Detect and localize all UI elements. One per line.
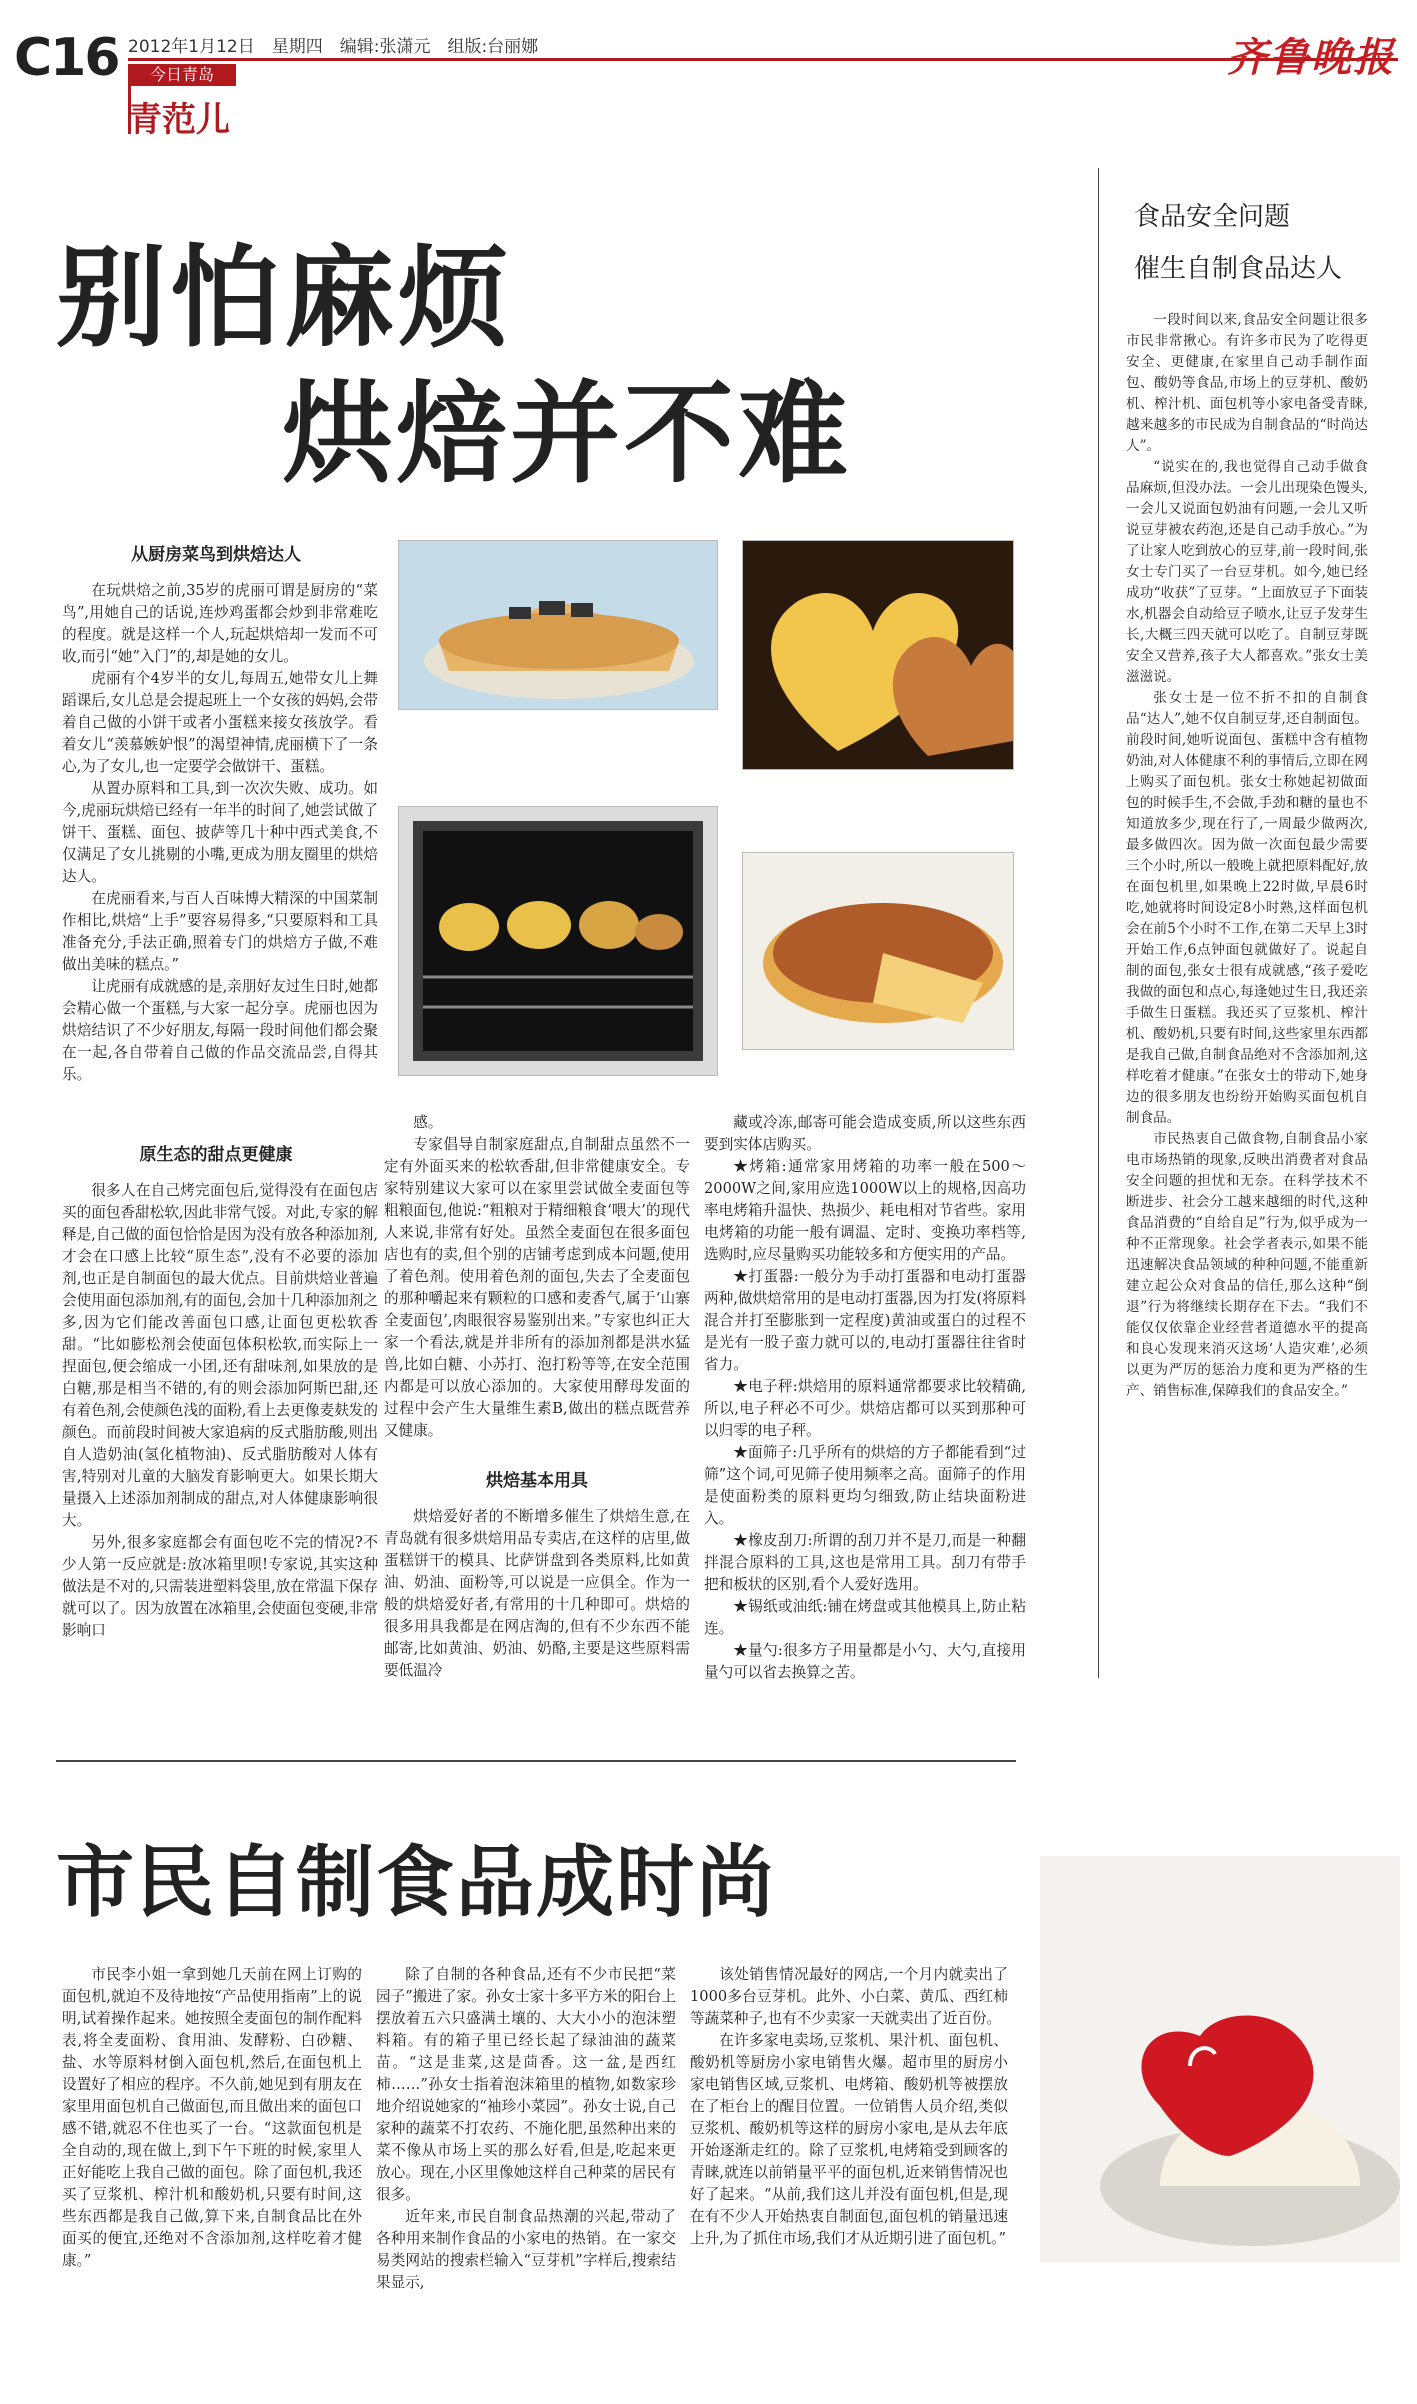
headline-line2: 烘焙并不难 — [282, 370, 852, 498]
paragraph: 虎丽有个4岁半的女儿,每周五,她带女儿上舞蹈课后,女儿总是会提起班上一个女孩的妈妈,会带着自己做的小饼干或者小蛋糕来接女孩放学。看着女儿“羡慕嫉妒恨”的渴望神情,虎丽横下了一条心,为了女儿,也一定要学会做饼干、蛋糕。 — [62, 670, 378, 775]
paragraph: ★电子秤:烘焙用的原料通常都要求比较精确,所以,电子秤必不可少。烘焙店都可以买到那种可以归零的电子秤。 — [704, 1378, 1026, 1439]
article2-col3 — [690, 1964, 1008, 2384]
photo-cake-mold — [398, 540, 718, 710]
photo-cheesecake — [742, 852, 1014, 1050]
paragraph: “说实在的,我也觉得自己动手做食品麻烦,但没办法。一会儿出现染色馒头,一会儿又说面包奶油有问题,一会儿又听说豆芽被农药泡,还是自己动手放心。”为了让家人吃到放心的豆芽,前一段时间,张女士专门买了一台豆芽机。如今,她已经成功“收获”了豆芽。“上面放豆子下面装水,机器会自动给豆子喷水,让豆子发芽生长,大概三四天就可以吃了。自制豆芽既安全又营养,孩子大人都喜欢。”张女士美滋滋说。 — [1126, 459, 1368, 685]
newspaper-logo: 齐鲁晚报 — [1227, 34, 1395, 81]
paragraph: 在许多家电卖场,豆浆机、果汁机、面包机、酸奶机等厨房小家电销售火爆。超市里的厨房小家电销售区域,豆浆机、电烤箱、酸奶机等被摆放在了柜台上的醒目位置。一位销售人员介绍,类似豆浆机、酸奶机等这样的厨房小家电,是从去年底开始逐渐走红的。除了豆浆机,电烤箱受到顾客的青睐,就连以前销量平平的面包机,近来销售情况也好了起来。“从前,我们这儿并没有面包机,但是,现在有不少人开始热衷自制面包,面包机的销量迅速上升,为了抓住市场,我们才从近期引进了面包机。” — [690, 2032, 1008, 2247]
paragraph: 在虎丽看来,与百人百味博大精深的中国菜制作相比,烘焙“上手”要容易得多,“只要原料和工具准备充分,手法正确,照着专门的烘焙方子做,不难做出美味的糕点。” — [62, 890, 378, 973]
photo-heart-cookies — [742, 540, 1014, 770]
section-badge: 今日青岛 — [128, 64, 236, 86]
article2-col1 — [62, 1964, 362, 2384]
paragraph: 在玩烘焙之前,35岁的虎丽可谓是厨房的“菜鸟”,用她自己的话说,连炒鸡蛋都会炒到非常难吃的程度。就是这样一个人,玩起烘焙却一发而不可收,而引“她”入门”的,却是她的女儿。 — [62, 582, 378, 665]
article1-col3 — [704, 1112, 1026, 1702]
paragraph: 近年来,市民自制食品热潮的兴起,带动了各种用来制作食品的小家电的热销。在一家交易类网站的搜索栏输入“豆芽机”字样后,搜索结果显示, — [376, 2208, 676, 2291]
paragraph: 张女士是一位不折不扣的自制食品“达人”,她不仅自制豆芽,还自制面包。前段时间,她听说面包、蛋糕中含有植物奶油,对人体健康不利的事情后,立即在网上购买了面包机。张女士称她起初做面包的时候手生,不会做,手劲和糖的量也不知道放多少,现在行了,一周最少做两次,最多做四次。因为做一次面包最少需要三个小时,所以一般晚上就把原料配好,放在面包机里,如果晚上22时做,早晨6时吃,她就将时间设定8小时熟,这样面包机会在前5个小时不工作,在第二天早上3时开始工作,6点钟面包就做好了。说起自制的面包,张女士很有成就感,“孩子爱吃我做的面包和点心,每逢她过生日,我还亲手做生日蛋糕。我还买了豆浆机、榨汁机、酸奶机,只要有时间,这些家里东西都是我自己做,自制食品绝对不含添加剂,这样吃着才健康。”在张女士的带动下,她身边的很多朋友也纷纷开始购买面包机自制食品。 — [1126, 690, 1368, 1126]
photo-oven — [398, 806, 718, 1076]
paragraph: 藏或冷冻,邮寄可能会造成变质,所以这些东西要到实体店购买。 — [704, 1114, 1026, 1153]
paragraph: 烘焙爱好者的不断增多催生了烘焙生意,在青岛就有很多烘焙用品专卖店,在这样的店里,做蛋糕饼干的模具、比萨饼盘到各类原料,比如黄油、奶油、面粉等,可以说是一应俱全。作为一般的烘焙爱好者,有常用的十几种即可。烘焙的很多用具我都是在网店淘的,但有不少东西不能邮寄,比如黄油、奶油、奶酪,主要是这些原料需要低温冷 — [384, 1508, 690, 1679]
paragraph: 很多人在自己烤完面包后,觉得没有在面包店买的面包香甜松软,因此非常气馁。对此,专家的解释是,自己做的面包恰恰是因为没有放各种添加剂,才会在口感上比较“原生态”,没有不必要的添加剂,也正是自制面包的最大优点。目前烘焙业普遍会使用面包添加剂,有的面包,会加十几种添加剂之多,因为它们能改善面包口感,让面包更松软香甜。“比如膨松剂会使面包体积松软,而实际上一捏面包,便会缩成一小团,还有甜味剂,如果放的是白糖,那是相当不错的,有的则会添加阿斯巴甜,还有着色剂,会使颜色浅的面粉,看上去更像麦麸发的颜色。而前段时间被大家追病的反式脂肪酸,则出自人造奶油(氢化植物油)、反式脂肪酸对人体有害,特别对儿童的大脑发育影响更大。如果长期大量摄入上述添加剂制成的甜点,对人体健康影响很大。 — [62, 1182, 378, 1529]
article1-col2 — [384, 1112, 690, 1442]
headline-article2: 市民自制食品成时尚 — [56, 1838, 777, 1928]
section-title: 青范儿 — [128, 100, 230, 140]
sidebar-title1: 食品安全问题 — [1134, 202, 1291, 232]
paragraph: ★面筛子:几乎所有的烘焙的方子都能看到“过筛”这个词,可见筛子使用频率之高。面筛子的作用是使面粉类的原料更均匀细致,防止结块面粉进入。 — [704, 1444, 1026, 1527]
article2-col2 — [376, 1964, 676, 2384]
paragraph: 让虎丽有成就感的是,亲朋好友过生日时,她都会精心做一个蛋糕,与大家一起分享。虎丽也因为烘焙结识了不少好朋友,每隔一段时间他们都会聚在一起,各自带着自己做的作品交流品尝,自得其乐。 — [62, 978, 378, 1083]
sidebar-body — [1126, 310, 1368, 1680]
paragraph: 专家倡导自制家庭甜点,自制甜点虽然不一定有外面买来的松软香甜,但非常健康安全。专家特别建议大家可以在家里尝试做全麦面包等粗粮面包,他说:“粗粮对于精细粮食‘喂大’的现代人来说,非常有好处。虽然全麦面包在很多面包店也有的卖,但个别的店铺考虑到成本问题,使用了着色剂。使用着色剂的面包,失去了全麦面包的那种嚼起来有颗粒的口感和麦香气,属于‘山寨全麦面包’,肉眼很容易鉴别出来。”专家也纠正大家一个看法,就是并非所有的添加剂都是洪水猛兽,比如白糖、小苏打、泡打粉等等,在安全范围内都是可以放心添加的。大家使用酵母发面的过程中会产生大量维生素B,做出的糕点既营养又健康。 — [384, 1136, 690, 1439]
paragraph: 该处销售情况最好的网店,一个月内就卖出了1000多台豆芽机。此外、小白菜、黄瓜、西红柿等蔬菜种子,也有不少卖家一天就卖出了近百份。 — [690, 1966, 1008, 2027]
paragraph: 另外,很多家庭都会有面包吃不完的情况?不少人第一反应就是:放冰箱里呗!专家说,其实这种做法是不对的,只需装进塑料袋里,放在常温下保存就可以了。因为放置在冰箱里,会使面包变硬,非常影响口 — [62, 1534, 378, 1639]
paragraph: ★打蛋器:一般分为手动打蛋器和电动打蛋器两种,做烘焙常用的是电动打蛋器,因为打发(将原料混合并打至膨胀到一定程度)黄油或蛋白的过程不是光有一股子蛮力就可以的,电动打蛋器往往省时省力。 — [704, 1268, 1026, 1373]
article1-col1 — [62, 580, 378, 1120]
section-divider — [56, 1760, 1016, 1762]
subhead-tools: 烘焙基本用具 — [486, 1471, 588, 1491]
paragraph: 市民热衷自己做食物,自制食品小家电市场热销的现象,反映出消费者对食品安全问题的担忧和无奈。在科学技术不断进步、社会分工越来越细的时代,这种食品消费的“自给自足”行为,似乎成为一种不正常现象。社会学者表示,如果不能迅速解决食品领域的种种问题,不能重新建立起公众对食品的信任,那么这种“倒退”行为将继续长期存在下去。“我们不能仅仅依靠企业经营者道德水平的提高和良心发现来消灭这场‘人造灾难’,必须以更为严厉的惩治力度和更为严格的生产、销售标准,保障我们的食品安全。” — [1126, 1131, 1368, 1399]
paragraph: 感。 — [413, 1114, 443, 1131]
page-number: C16 — [14, 28, 119, 88]
paragraph: ★锡纸或油纸:铺在烤盘或其他模具上,防止粘连。 — [704, 1598, 1026, 1637]
header-meta: 2012年1月12日 星期四 编辑:张潇元 组版:台丽娜 — [128, 37, 539, 57]
header-rule — [128, 58, 1398, 61]
headline-line1: 别怕麻烦 — [56, 234, 512, 362]
paragraph: ★橡皮刮刀:所谓的刮刀并不是刀,而是一种翻拌混合原料的工具,这也是常用工具。刮刀有带手把和板状的区别,看个人爱好选用。 — [704, 1532, 1026, 1593]
photo-heart-cake — [1040, 1856, 1400, 2262]
article1-col1b — [62, 1180, 378, 1690]
paragraph: 除了自制的各种食品,还有不少市民把“菜园子”搬进了家。孙女士家十多平方米的阳台上摆放着五六只盛满土壤的、大大小小的泡沫塑料箱。有的箱子里已经长起了绿油油的蔬菜苗。“这是韭菜,这是茴香。这一盆,是西红柿……”孙女士指着泡沫箱里的植物,如数家珍地介绍说她家的“袖珍小菜园”。孙女士说,自己家种的蔬菜不打农药、不施化肥,虽然种出来的菜不像从市场上买的那么好看,但是,吃起来更放心。现在,小区里像她这样自己种菜的居民有很多。 — [376, 1966, 676, 2203]
subhead-health: 原生态的甜点更健康 — [139, 1145, 293, 1165]
sidebar-title2: 催生自制食品达人 — [1134, 254, 1343, 284]
subhead-kitchen: 从厨房菜鸟到烘焙达人 — [131, 545, 301, 565]
paragraph: 从置办原料和工具,到一次次失败、成功。如今,虎丽玩烘焙已经有一年半的时间了,她尝试做了饼干、蛋糕、面包、披萨等几十种中西式美食,不仅满足了女儿挑剔的小嘴,更成为朋友圈里的烘焙达人。 — [62, 780, 378, 885]
paragraph: ★量勺:很多方子用量都是小勺、大勺,直接用量勺可以省去换算之苦。 — [704, 1642, 1026, 1681]
article1-col2b — [384, 1506, 690, 1706]
paragraph: 一段时间以来,食品安全问题让很多市民非常揪心。有许多市民为了吃得更安全、更健康,在家里自己动手制作面包、酸奶等食品,市场上的豆芽机、酸奶机、榨汁机、面包机等小家电备受青睐,越来越多的市民成为自制食品的“时尚达人”。 — [1126, 312, 1368, 454]
paragraph: ★烤箱:通常家用烤箱的功率一般在500～2000W之间,家用应选1000W以上的规格,因高功率电烤箱升温快、热损少、耗电相对节省些。家用电烤箱的功能一般有调温、定时、变换功率档等,选购时,应尽量购买功能较多和方便实用的产品。 — [704, 1158, 1026, 1263]
paragraph: 市民李小姐一拿到她几天前在网上订购的面包机,就迫不及待地按“产品使用指南”上的说明,试着操作起来。她按照全麦面包的制作配料表,将全麦面粉、食用油、发酵粉、白砂糖、盐、水等原料材倒入面包机,然后,在面包机上设置好了相应的程序。不久前,她见到有朋友在家里用面包机自己做面包,而且做出来的面包口感不错,就忍不住也买了一台。“这款面包机是全自动的,现在做上,到下午下班的时候,家里人正好能吃上我自己做的面包。除了面包机,我还买了豆浆机、榨汁机和酸奶机,只要有时间,这些东西都是我自己做,算下来,自制食品比在外面买的便宜,还绝对不含添加剂,这样吃着才健康。” — [62, 1966, 362, 2269]
